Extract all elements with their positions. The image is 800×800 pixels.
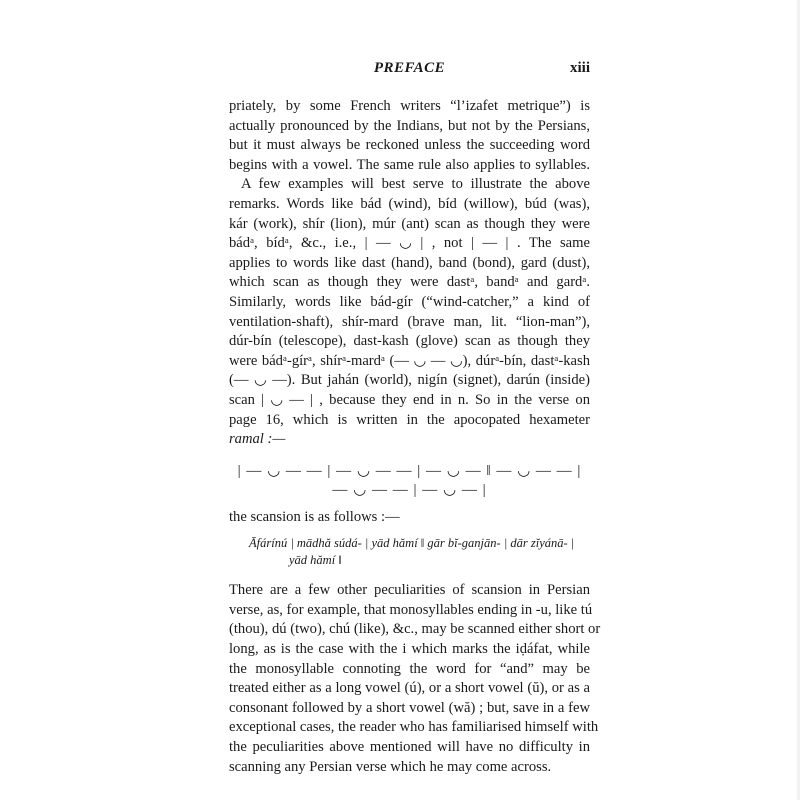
text-line: the peculiarities above mentioned will have no difficulty in [229, 739, 590, 756]
text-line: scan | ◡ — | , because they end in n. So in the verse on [229, 391, 590, 408]
text-line: priately, by some French writers “l’izafet metrique”) is [229, 98, 590, 114]
verse-line: Āfárínú | mādhă súdá- | yād hămí ‖ gār bĭ-ganjān- | dār zĭyánā- | [249, 536, 575, 551]
text-line: exceptional cases, the reader who has familiarised himself with [229, 719, 599, 736]
scansion-intro: the scansion is as follows :— [229, 508, 400, 525]
page-body [229, 97, 601, 777]
paragraph-peculiarities [229, 581, 601, 777]
text-line: actually pronounced by the Indians, but not by the Persians, [229, 117, 590, 134]
text-line: A few examples will best serve to illustrate the above [241, 176, 590, 193]
text-line: (— ◡ —). But jahán (world), nigín (signet), darún (inside) [229, 372, 590, 389]
book-page [229, 60, 601, 777]
text-line: ramal :— [229, 431, 286, 448]
text-line: remarks. Words like bád (wind), bíd (willow), búd (was), [229, 195, 590, 212]
text-line: long, as is the case with the i which marks the iḍáfat, while [229, 641, 590, 658]
paragraph-continuation [229, 97, 590, 175]
scansion-pattern [229, 462, 590, 500]
transliterated-verse [229, 535, 590, 569]
text-line: verse, as, for example, that monosyllables ending in -u, like tú [229, 601, 593, 618]
text-line: applies to words like dast (hand), band (bond), gard (dust), [229, 254, 590, 271]
text-line: bádᵃ, bídᵃ, &c., i.e., | — ◡ | , not | — | . The same [229, 235, 590, 252]
text-line: treated either as a long vowel (ú), or a short vowel (ŭ), or as a [229, 680, 590, 697]
text-line: were bádᵃ-gírᵃ, shírᵃ-mardᵃ (— ◡ — ◡), dúrᵃ-bín, dastᵃ-kash [229, 352, 590, 369]
text-line: consonant followed by a short vowel (wă) ; but, save in a few [229, 699, 590, 716]
paragraph-examples [229, 175, 590, 449]
text-line: There are a few other peculiarities of scansion in Persian [229, 582, 590, 599]
scansion-line: — ◡ — — | — ◡ — | [332, 481, 487, 498]
text-line: begins with a vowel. The same rule also applies to syllables. [229, 156, 590, 173]
text-line: page 16, which is written in the apocopated hexameter [229, 411, 590, 428]
page-number: xiii [569, 60, 590, 76]
text-line: but it must always be reckoned unless the succeeding word [229, 137, 590, 154]
text-line: dúr-bín (telescope), dast-kash (glove) scan as though they [229, 333, 590, 350]
text-line: kár (work), shír (lion), múr (ant) scan as though they were [229, 215, 590, 232]
running-title: PREFACE [373, 60, 446, 76]
scansion-line: | — ◡ — — | — ◡ — — | — ◡ — ‖ — ◡ — — | [237, 462, 582, 479]
text-line: the monosyllable connoting the word for “and” may be [229, 660, 590, 677]
text-line: which scan as though they were dastᵃ, bandᵃ and gardᵃ. [229, 274, 590, 291]
running-head [229, 60, 590, 82]
text-line: ventilation-shaft), shír-mard (brave man, lit. “lion-man”), [229, 313, 590, 330]
text-line: Similarly, words like bád-gír (“wind-catcher,” a kind of [229, 293, 590, 310]
verse-line: yād hămí ‖ [289, 553, 342, 568]
text-line: scanning any Persian verse which he may come across. [229, 758, 552, 775]
text-line: (thou), dú (two), chú (like), &c., may be scanned either short or [229, 621, 601, 638]
